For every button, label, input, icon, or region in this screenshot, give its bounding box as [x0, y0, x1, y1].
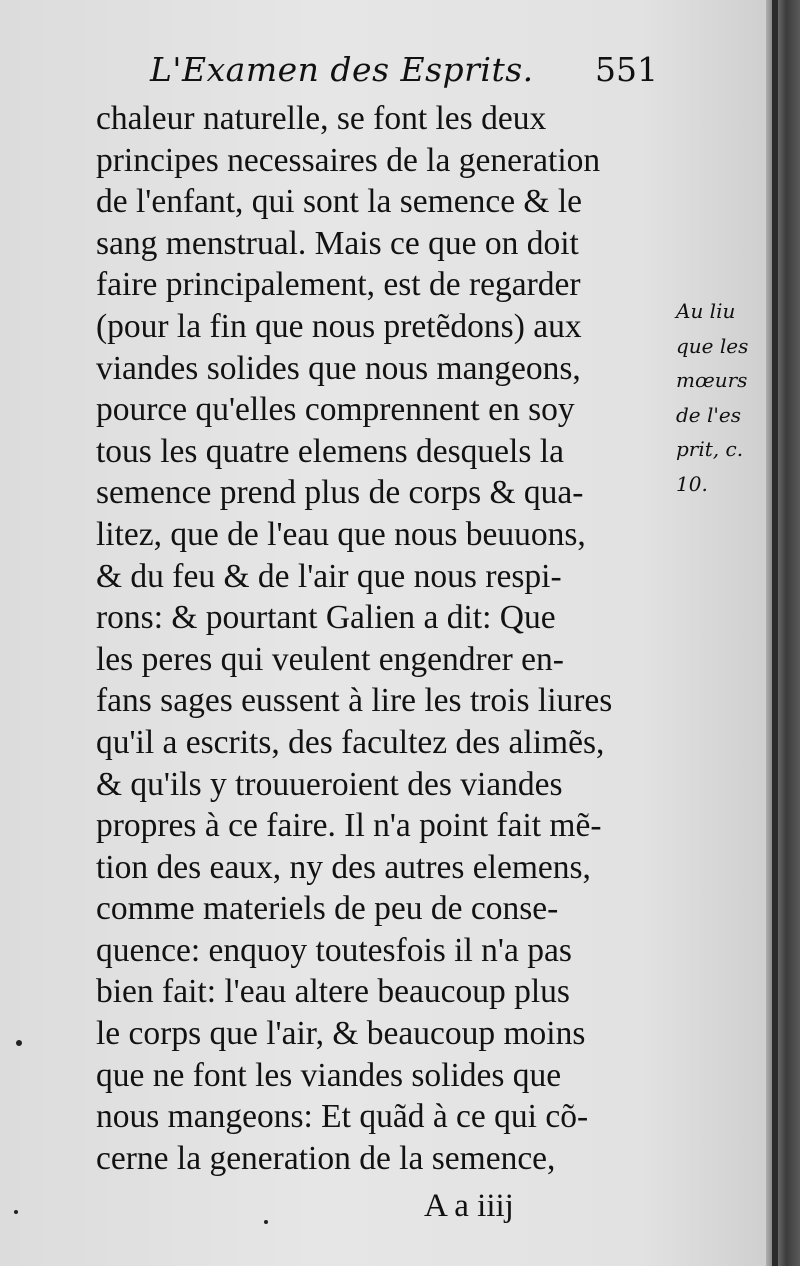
- text-line: litez, que de l'eau que nous beuuons,: [96, 515, 586, 553]
- signature-mark: A a iiij: [424, 1188, 514, 1224]
- text-line: rons: & pourtant Galien a dit: Que: [96, 599, 556, 637]
- text-line: faire principalement, est de regarder: [96, 266, 581, 304]
- text-line: semence prend plus de corps & qua-: [96, 474, 584, 512]
- marginal-line: 10.: [676, 471, 708, 496]
- text-line: de l'enfant, qui sont la semence & le: [96, 183, 583, 221]
- text-line: & qu'ils y trouueroient des viandes: [96, 765, 563, 803]
- marginal-line: que les: [676, 333, 749, 358]
- text-line: qu'il a escrits, des facultez des alimẽs,: [96, 723, 605, 761]
- text-line: tion des eaux, ny des autres elemens,: [96, 848, 591, 886]
- binding-shadow: [772, 0, 778, 1266]
- text-line: fans sages eussent à lire les trois liures: [96, 682, 613, 720]
- page-header: [150, 50, 670, 100]
- marginal-line: prit, c.: [676, 437, 744, 461]
- text-line: chaleur naturelle, se font les deux: [96, 100, 547, 137]
- text-line: comme materiels de peu de conse-: [96, 890, 559, 928]
- text-line: que ne font les viandes solides que: [96, 1056, 562, 1094]
- marginal-line: de l'es: [676, 402, 741, 427]
- marginal-line: mœurs: [676, 368, 748, 392]
- text-line: viandes solides que nous mangeons,: [96, 349, 581, 387]
- text-line: le corps que l'air, & beaucoup moins: [96, 1015, 586, 1053]
- body-text: [96, 98, 684, 1179]
- page-number: 551: [595, 50, 658, 89]
- text-line: tous les quatre elemens desquels la: [96, 432, 564, 470]
- text-line: les peres qui veulent engendrer en-: [96, 640, 564, 678]
- ink-speck: [264, 1220, 268, 1224]
- text-line: cerne la generation de la semence,: [96, 1139, 556, 1177]
- text-line: propres à ce faire. Il n'a point fait mẽ-: [96, 807, 602, 845]
- ink-speck: [14, 1210, 18, 1214]
- running-head: L'Examen des Esprits.: [150, 50, 534, 89]
- text-line: principes necessaires de la generation: [96, 141, 601, 179]
- text-line: (pour la fin que nous pretẽdons) aux: [96, 307, 582, 345]
- text-line: & du feu & de l'air que nous respi-: [96, 557, 562, 595]
- marginal-line: Au liu: [676, 299, 736, 323]
- text-line: bien fait: l'eau altere beaucoup plus: [96, 973, 570, 1011]
- text-line: sang menstrual. Mais ce que on doit: [96, 224, 579, 262]
- text-line: pource qu'elles comprennent en soy: [96, 391, 575, 429]
- marginal-note: [676, 294, 774, 501]
- ink-speck: [16, 1040, 22, 1046]
- text-line: quence: enquoy toutesfois il n'a pas: [96, 931, 572, 969]
- text-line: nous mangeons: Et quãd à ce qui cõ-: [96, 1098, 589, 1136]
